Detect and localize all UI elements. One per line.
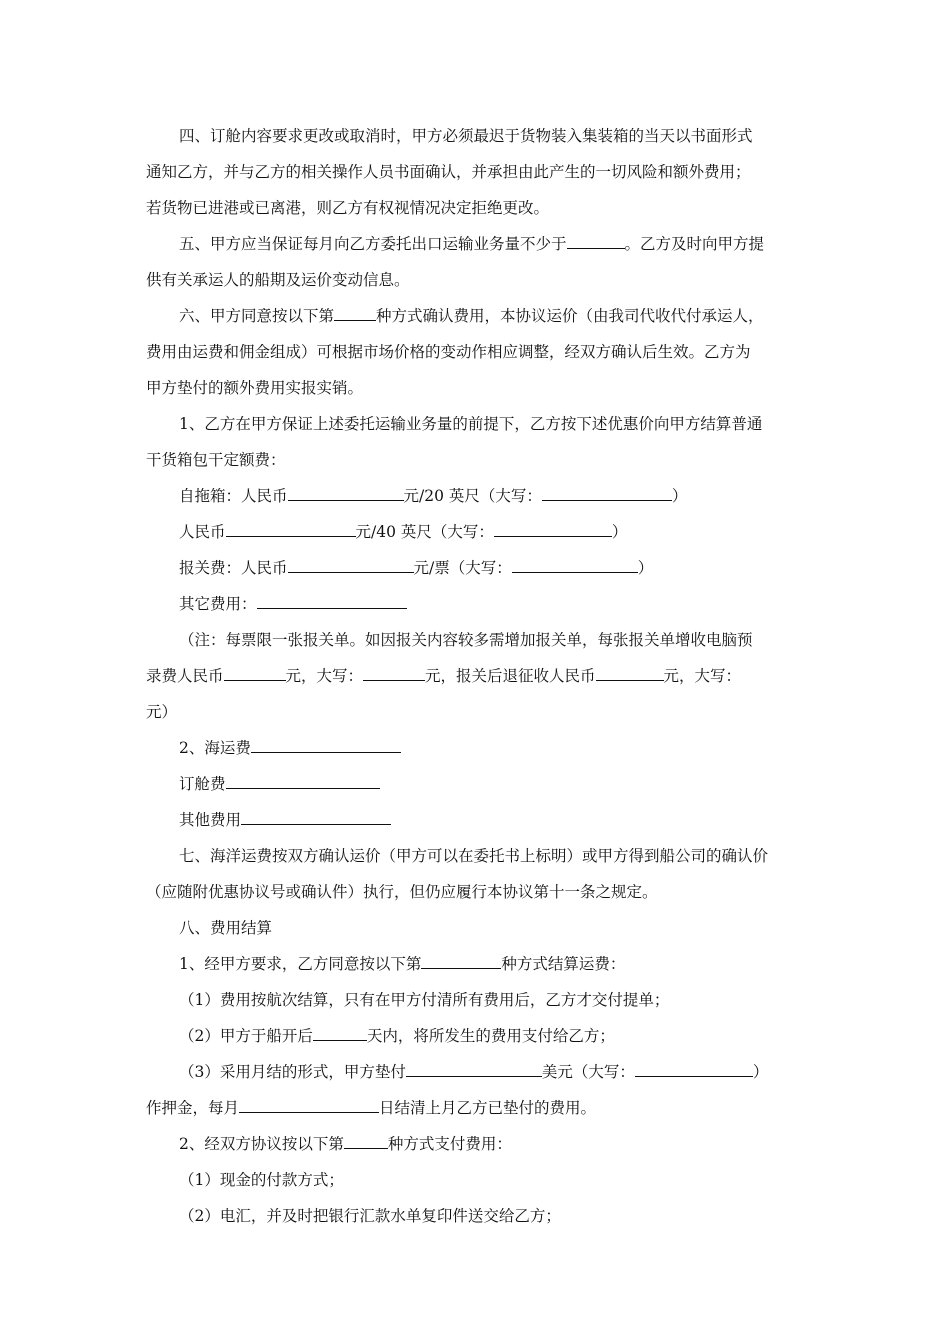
clause-5-line-1: 五、甲方应当保证每月向乙方委托出口运输业务量不少于 。乙方及时向甲方提 [179, 235, 765, 253]
blank-field[interactable] [512, 558, 638, 573]
blank-field[interactable] [344, 1134, 388, 1149]
blank-field[interactable] [421, 954, 501, 969]
blank-field[interactable] [635, 1062, 753, 1077]
note-line-2: 录费人民币 元，大写： 元，报关后退征收人民币 元，大写： [146, 667, 742, 685]
clause-7-line-2: （应随附优惠协议号或确认件）执行，但仍应履行本协议第十一条之规定。 [146, 883, 658, 901]
item-1-line-2: 干货箱包干定额费： [146, 451, 286, 469]
settlement-option-2: （2）甲方于船开后 天内，将所发生的费用支付给乙方； [179, 1027, 615, 1045]
clause-5-line-2: 供有关承运人的船期及运价变动信息。 [146, 271, 410, 289]
clause-4-line-3: 若货物已进港或已离港，则乙方有权视情况决定拒绝更改。 [146, 199, 550, 217]
fee-customs: 报关费：人民币 元/票（大写： ） [179, 559, 654, 577]
blank-field[interactable] [596, 666, 664, 681]
blank-field[interactable] [567, 234, 625, 249]
note-line-1: （注：每票限一张报关单。如因报关内容较多需增加报关单，每张报关单增收电脑预 [179, 631, 753, 649]
clause-6-line-1: 六、甲方同意按以下第 种方式确认费用，本协议运价（由我司代收代付承运人， [179, 307, 764, 325]
payment-option-2: （2）电汇，并及时把银行汇款水单复印件送交给乙方； [179, 1207, 561, 1225]
payment-item-2: 2、经双方协议按以下第 种方式支付费用： [179, 1135, 512, 1153]
blank-field[interactable] [257, 594, 407, 609]
blank-field[interactable] [313, 1026, 367, 1041]
settlement-option-3: （3）采用月结的形式，甲方垫付 美元（大写： ） [179, 1063, 769, 1081]
fee-ocean-freight: 2、海运费 [179, 738, 401, 758]
blank-field[interactable] [494, 522, 612, 537]
clause-4-line-2: 通知乙方，并与乙方的相关操作人员书面确认，并承担由此产生的一切风险和额外费用； [146, 163, 751, 181]
clause-6-line-2: 费用由运费和佣金组成）可根据市场价格的变动作相应调整，经双方确认后生效。乙方为 [146, 343, 751, 361]
blank-field[interactable] [226, 522, 356, 537]
blank-field[interactable] [239, 1098, 379, 1113]
fee-40ft: 人民币 元/40 英尺（大写： ） [179, 523, 628, 541]
fee-other: 其它费用： [179, 594, 407, 614]
blank-field[interactable] [363, 666, 425, 681]
blank-field[interactable] [334, 306, 376, 321]
note-line-3: 元） [146, 703, 178, 721]
settlement-option-1: （1）费用按航次结算，只有在甲方付清所有费用后，乙方才交付提单； [179, 991, 670, 1009]
payment-option-1: （1）现金的付款方式； [179, 1171, 344, 1189]
clause-4-line-1: 四、订舱内容要求更改或取消时，甲方必须最迟于货物装入集装箱的当天以书面形式 [179, 127, 753, 145]
blank-field[interactable] [288, 486, 404, 501]
blank-field[interactable] [224, 666, 286, 681]
settlement-option-3-cont: 作押金，每月 日结清上月乙方已垫付的费用。 [146, 1099, 597, 1117]
item-1-line-1: 1、乙方在甲方保证上述委托运输业务量的前提下，乙方按下述优惠价向甲方结算普通 [179, 415, 763, 433]
blank-field[interactable] [542, 486, 672, 501]
blank-field[interactable] [226, 774, 380, 789]
fee-misc: 其他费用 [179, 810, 391, 830]
fee-self-tow-20ft: 自拖箱：人民币 元/20 英尺（大写： ） [179, 487, 688, 505]
clause-6-line-3: 甲方垫付的额外费用实报实销。 [146, 379, 364, 397]
fee-booking: 订舱费 [179, 774, 380, 794]
settlement-item-1: 1、经甲方要求，乙方同意按以下第 种方式结算运费： [179, 955, 626, 973]
blank-field[interactable] [251, 738, 401, 753]
clause-7-line-1: 七、海洋运费按双方确认运价（甲方可以在委托书上标明）或甲方得到船公司的确认价 [179, 847, 769, 865]
blank-field[interactable] [288, 558, 414, 573]
blank-field[interactable] [241, 810, 391, 825]
clause-8-heading: 八、费用结算 [179, 919, 273, 937]
blank-field[interactable] [406, 1062, 542, 1077]
